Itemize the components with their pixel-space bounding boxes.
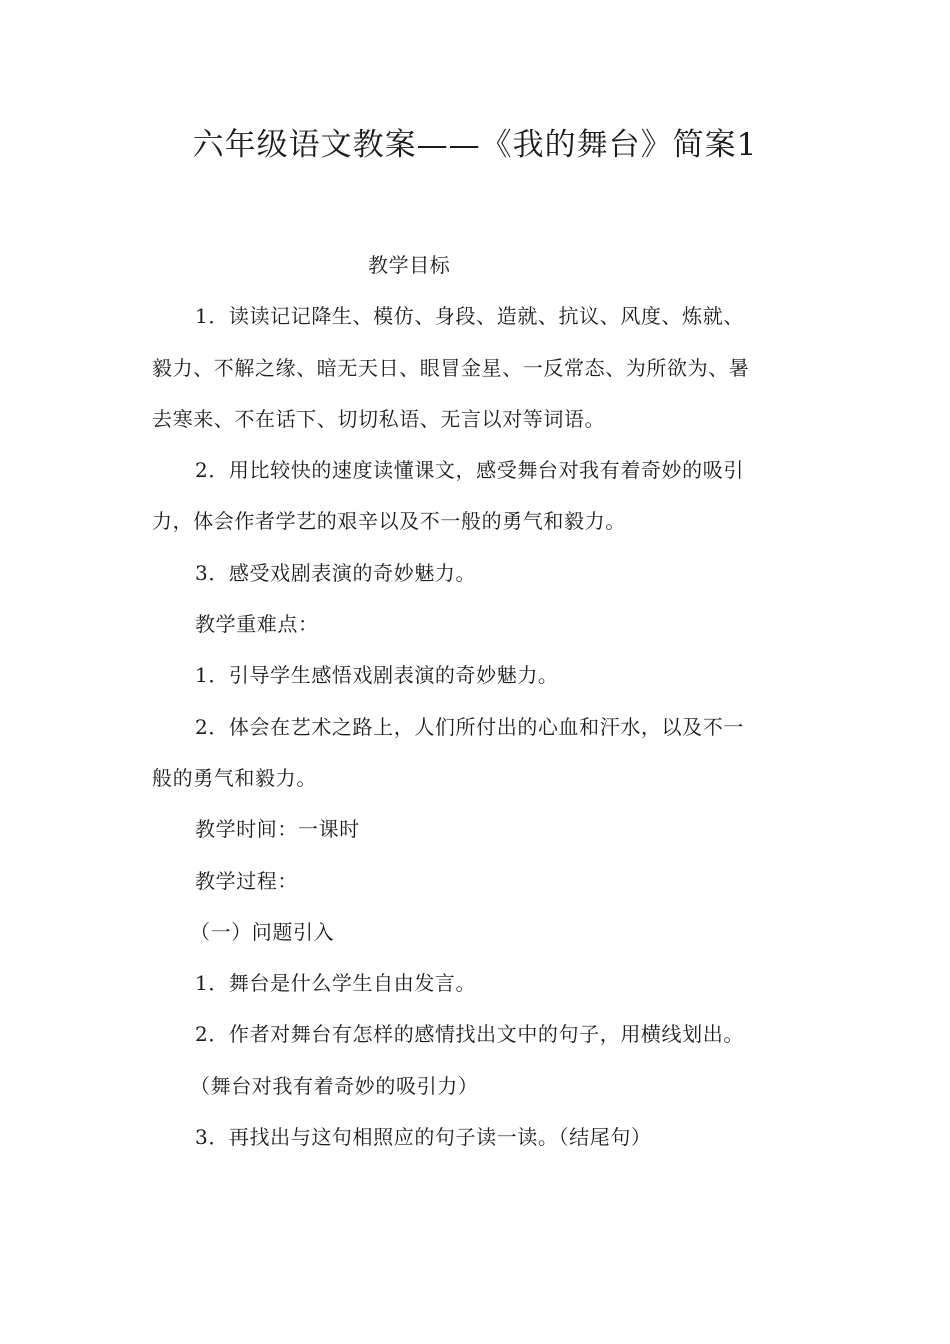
paragraph-line: 般的勇气和毅力。 bbox=[152, 765, 317, 790]
paragraph-line: 去寒来、不在话下、切切私语、无言以对等词语。 bbox=[152, 406, 606, 431]
subsection-heading: （一）问题引入 bbox=[190, 919, 335, 944]
paragraph-line: 力，体会作者学艺的艰辛以及不一般的勇气和毅力。 bbox=[152, 509, 626, 534]
paragraph-line: 2．体会在艺术之路上，人们所付出的心血和汗水，以及不一 bbox=[195, 714, 744, 739]
paragraph-line: 2．作者对舞台有怎样的感情找出文中的句子，用横线划出。 bbox=[195, 1022, 744, 1047]
paragraph-line: 3．再找出与这句相照应的句子读一读。（结尾句） bbox=[195, 1125, 652, 1150]
paragraph-line: 1．引导学生感悟戏剧表演的奇妙魅力。 bbox=[195, 663, 559, 688]
paragraph-line: 2．用比较快的速度读懂课文，感受舞台对我有着奇妙的吸引 bbox=[195, 458, 744, 483]
section-heading-key-points: 教学重难点： bbox=[195, 612, 319, 637]
document-title: 六年级语文教案——《我的舞台》简案1 bbox=[192, 127, 758, 163]
section-heading-objectives: 教学目标 bbox=[368, 253, 451, 277]
paragraph-line: 毅力、不解之缘、暗无天日、眼冒金星、一反常态、为所欲为、暑 bbox=[152, 355, 750, 380]
section-heading-process: 教学过程： bbox=[195, 868, 298, 893]
paragraph-line: 1．舞台是什么学生自由发言。 bbox=[195, 971, 477, 996]
paragraph-line: 1．读读记记降生、模仿、身段、造就、抗议、风度、炼就、 bbox=[195, 304, 744, 329]
document-body bbox=[152, 240, 802, 1163]
paragraph-line: 3．感受戏剧表演的奇妙魅力。 bbox=[195, 560, 477, 585]
section-heading-time: 教学时间：一课时 bbox=[195, 817, 360, 842]
paragraph-line: （舞台对我有着奇妙的吸引力） bbox=[190, 1073, 479, 1098]
